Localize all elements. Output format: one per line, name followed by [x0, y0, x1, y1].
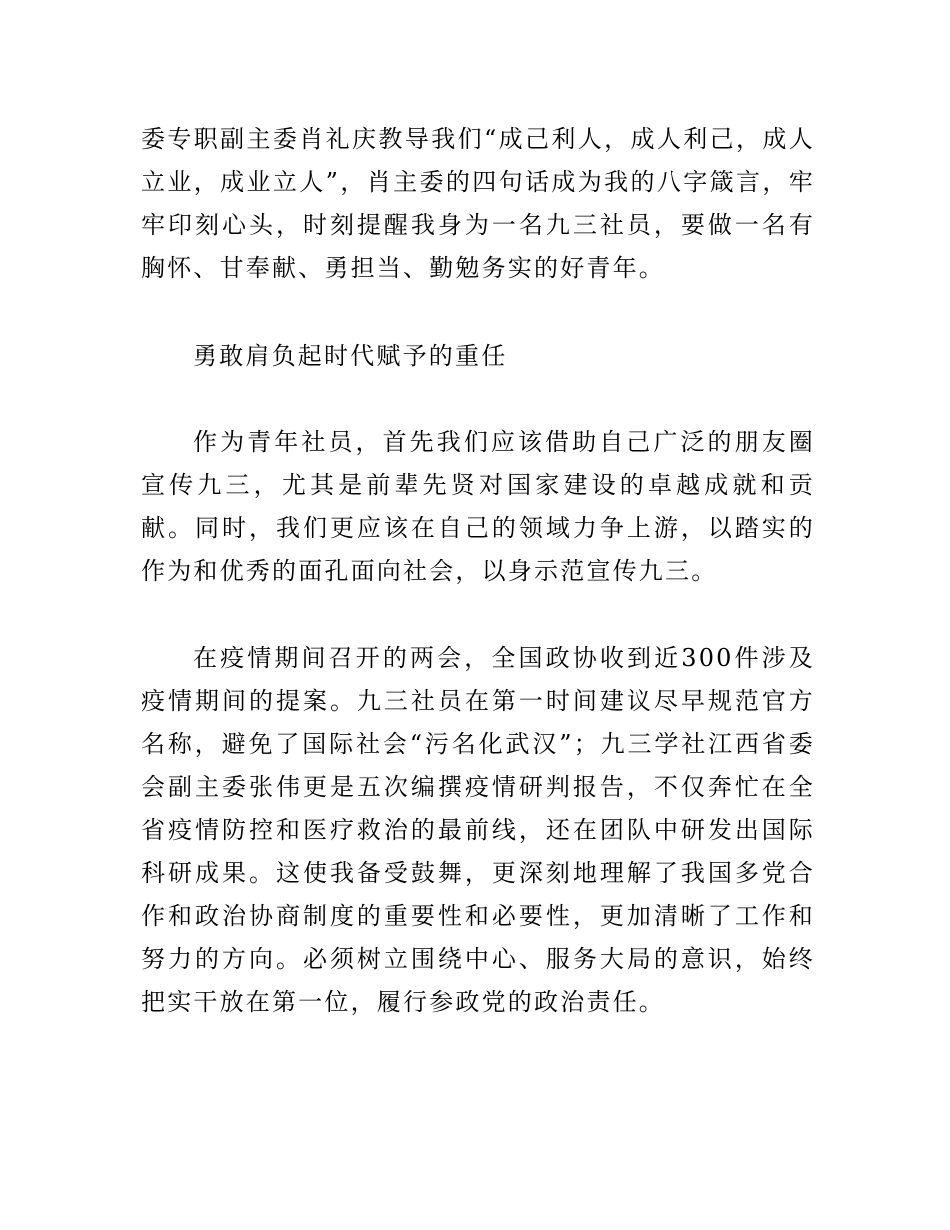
section-heading: 勇敢肩负起时代赋予的重任 [193, 342, 508, 370]
paragraph: 在疫情期间召开的两会，全国政协收到近300件涉及疫情期间的提案。九三社员在第一时间建议尽早规范官方名称，避免了国际社会“污名化武汉”；九三学社江西省委会副主委张伟更是五次编撰疫情研判报告，不仅奔忙在全省疫情防控和医疗救治的最前线，还在团队中研发出国际科研成果。这使我备受鼓舞，更深刻地理解了我国多党合作和政治协商制度的重要性和必要性，更加清晰了工作和努力的方向。必须树立围绕中心、服务大局的意识，始终把实干放在第一位，履行参政党的政治责任。 [141, 644, 815, 1016]
paragraph-continued: 委专职副主委肖礼庆教导我们“成己利人，成人利己，成人立业，成业立人”，肖主委的四句话成为我的八字箴言，牢牢印刻心头，时刻提醒我身为一名九三社员，要做一名有胸怀、甘奉献、勇担当、勤勉务实的好青年。 [141, 125, 815, 282]
paragraph: 作为青年社员，首先我们应该借助自己广泛的朋友圈宣传九三，尤其是前辈先贤对国家建设的卓越成就和贡献。同时，我们更应该在自己的领域力争上游，以踏实的作为和优秀的面孔面向社会，以身示范宣传九三。 [141, 428, 815, 585]
